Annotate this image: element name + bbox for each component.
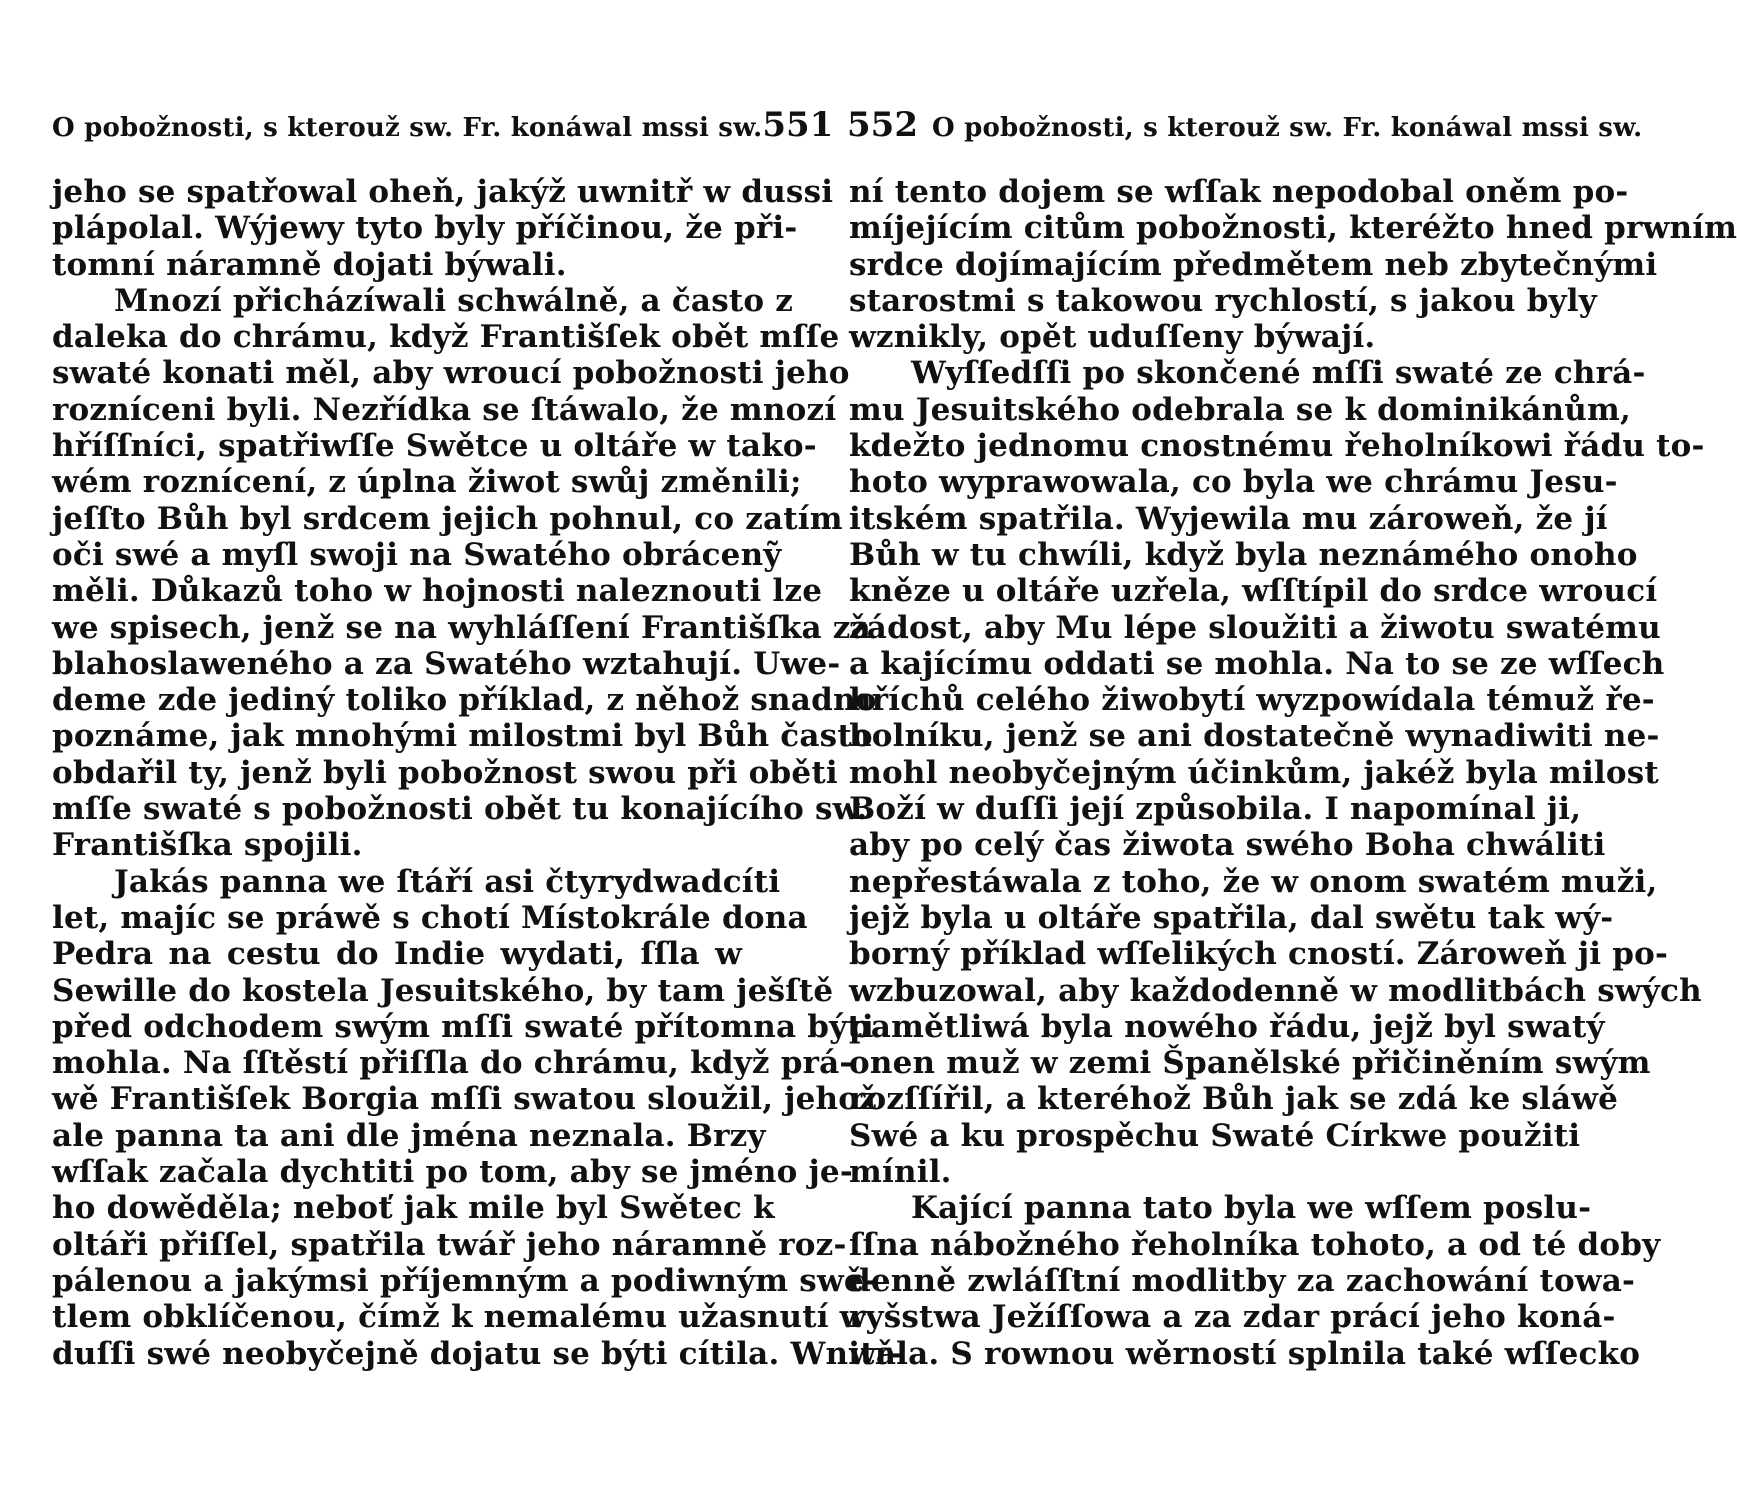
left-page-header (52, 105, 834, 145)
text-line: Bůh w tu chwíli, když byla neznámého onoho (849, 536, 1638, 573)
text-line: obdařil ty, jenž byli pobožnost swou při oběti (52, 754, 838, 791)
text-line: rozníceni byli. Nezřídka se ſtáwalo, že mnozí (52, 391, 837, 428)
page-number: 552 (847, 105, 918, 145)
text-line: starostmi s takowou rychlostí, s jakou byly (849, 282, 1597, 319)
text-line: kdežto jednomu cnostnému řeholníkowi řádu to- (849, 428, 1705, 465)
text-line: Jakás panna we ſtáří asi čtyrydwadcíti (114, 863, 781, 900)
text-line: swaté konati měl, aby wroucí pobožnosti jeho (52, 355, 850, 392)
text-line: mſſe swaté s pobožnosti obět tu konajícího sw. (52, 791, 868, 828)
text-line: wzbuzowal, aby každodenně w modlitbách swých (849, 972, 1702, 1009)
text-line: ale panna ta ani dle jména neznala. Brzy (52, 1117, 766, 1154)
text-line: jeſſto Bůh byl srdcem jejich pohnul, co zatím (52, 500, 843, 537)
text-line: hříchů celého žiwobytí wyzpowídala témuž ře- (849, 682, 1655, 719)
text-line: ſſna nábožného řeholníka tohoto, a od té doby (849, 1226, 1661, 1263)
text-line: rozſſířil, a kteréhož Bůh jak se zdá ke sláwě (849, 1081, 1619, 1118)
text-line: hříſſníci, spatřiwſſe Swětce u oltáře w tako- (52, 428, 817, 465)
text-line: tomní náramně dojati býwali. (52, 246, 567, 283)
text-line: Sewille do kostela Jesuitského, by tam ješſtě (52, 972, 834, 1009)
text-line: wala. S rownou wěrností splnila také wſſecko (849, 1335, 1641, 1372)
text-line: mohla. Na ſſtěstí přiſſla do chrámu, když prá- (52, 1045, 853, 1082)
text-line: holníku, jenž se ani dostatečně wynadiwiti ne- (849, 718, 1660, 755)
text-line: míjejícím citům pobožnosti, kteréžto hned prwním (849, 210, 1737, 247)
text-line: Mnozí přicházíwali schwálně, a často z (114, 282, 794, 319)
text-line: Františſka spojili. (52, 827, 363, 864)
text-line: denně zwláſſtní modlitby za zachowání towa- (849, 1262, 1636, 1299)
text-line: oltáři přiſſel, spatřila twář jeho náramně roz- (52, 1226, 847, 1263)
text-line: mohl neobyčejným účinkům, jakéž byla milost (849, 754, 1659, 791)
running-head: O pobožnosti, s kterouž sw. Fr. konáwal mssi sw. (931, 113, 1643, 143)
text-line: pamětliwá byla nowého řádu, jejž byl swatý (849, 1008, 1605, 1045)
text-line: ho dowěděla; neboť jak mile byl Swětec k (52, 1190, 775, 1227)
text-line: ryšstwa Ježíſſowa a za zdar prácí jeho koná- (849, 1299, 1616, 1336)
text-line: daleka do chrámu, když Františſek obět mſſe (52, 319, 840, 356)
right-page (803, 0, 1737, 1500)
text-line: a kajícímu oddati se mohla. Na to se ze wſſech (849, 645, 1665, 682)
text-line: oči swé a myſl swoji na Swatého obrácenỹ (52, 536, 782, 573)
text-line: tlem obklíčenou, čímž k nemalému užasnutí w (52, 1299, 867, 1336)
text-line: hoto wyprawowala, co byla we chrámu Jesu- (849, 464, 1618, 501)
text-line: Wyſſedſſi po skončené mſſi swaté ze chrá- (911, 355, 1646, 392)
text-line: kněze u oltáře uzřela, wſſtípil do srdce wroucí (849, 573, 1658, 610)
text-line: duſſi swé neobyčejně dojatu se býti cítila. Wnitř- (52, 1335, 905, 1372)
text-line: Kající panna tato byla we wſſem poslu- (911, 1190, 1592, 1227)
text-line: wſſak začala dychtiti po tom, aby se jméno je- (52, 1154, 853, 1191)
text-line: borný příklad wſſelikých cností. Zároweň ji po- (849, 936, 1669, 973)
text-line: Swé a ku prospěchu Swaté Církwe použiti (849, 1117, 1581, 1154)
text-line: před odchodem swým mſſi swaté přítomna býti (52, 1008, 874, 1045)
text-line: plápolal. Wýjewy tyto byly příčinou, že při- (52, 210, 798, 247)
text-line: aby po celý čas žiwota swého Boha chwáliti (849, 827, 1606, 864)
text-line: nepřestáwala z toho, že w onom swatém muži, (849, 863, 1658, 900)
text-line: pálenou a jakýmsi příjemným a podiwným swě- (52, 1262, 877, 1299)
text-line: onen muž w zemi Španělské přičiněním swým (849, 1045, 1651, 1082)
text-line: we spisech, jenž se na wyhláſſení Františſka za (52, 609, 871, 646)
text-line: Boží w duſſi její způsobila. I napomínal ji, (849, 791, 1582, 828)
text-line: poznáme, jak mnohými milostmi byl Bůh často (52, 718, 873, 755)
text-line: jeho se spatřowal oheň, jakýž uwnitř w dussi (52, 174, 834, 210)
text-line: srdce dojímajícím předmětem neb zbytečnými (849, 246, 1658, 283)
text-line: itském spatřila. Wyjewila mu zároweň, že jí (849, 500, 1608, 537)
text-line: wém roznícení, z úplna žiwot swůj změnili; (52, 464, 802, 501)
text-line: mínil. (849, 1154, 952, 1191)
text-line: ní tento dojem se wſſak nepodobal oněm po- (849, 174, 1629, 210)
text-line: žádost, aby Mu lépe sloužiti a žiwotu swatému (849, 609, 1661, 646)
right-page-body (849, 174, 1737, 1372)
text-line: jejž byla u oltáře spatřila, dal swětu tak wý- (849, 899, 1614, 936)
text-line: wznikly, opět uduſſeny býwají. (849, 319, 1376, 356)
page-number: 551 (762, 105, 834, 145)
right-page-header (847, 105, 1643, 145)
text-line: deme zde jediný toliko příklad, z něhož snadno (52, 682, 877, 719)
text-line: wě Františſek Borgia mſſi swatou sloužil, jehož (52, 1081, 877, 1118)
running-head: O pobožnosti, s kterouž sw. Fr. konáwal mssi sw. (52, 113, 763, 143)
text-line: Pedra na cestu do Indie wydati, ſſla w (52, 936, 742, 973)
text-line: měli. Důkazů toho w hojnosti naleznouti lze (52, 573, 823, 610)
text-line: let, majíc se práwě s chotí Místokrále dona (52, 899, 808, 936)
text-line: blahoslaweného a za Swatého wztahují. Uwe- (52, 645, 841, 682)
text-line: mu Jesuitského odebrala se k dominikánům, (849, 391, 1632, 428)
